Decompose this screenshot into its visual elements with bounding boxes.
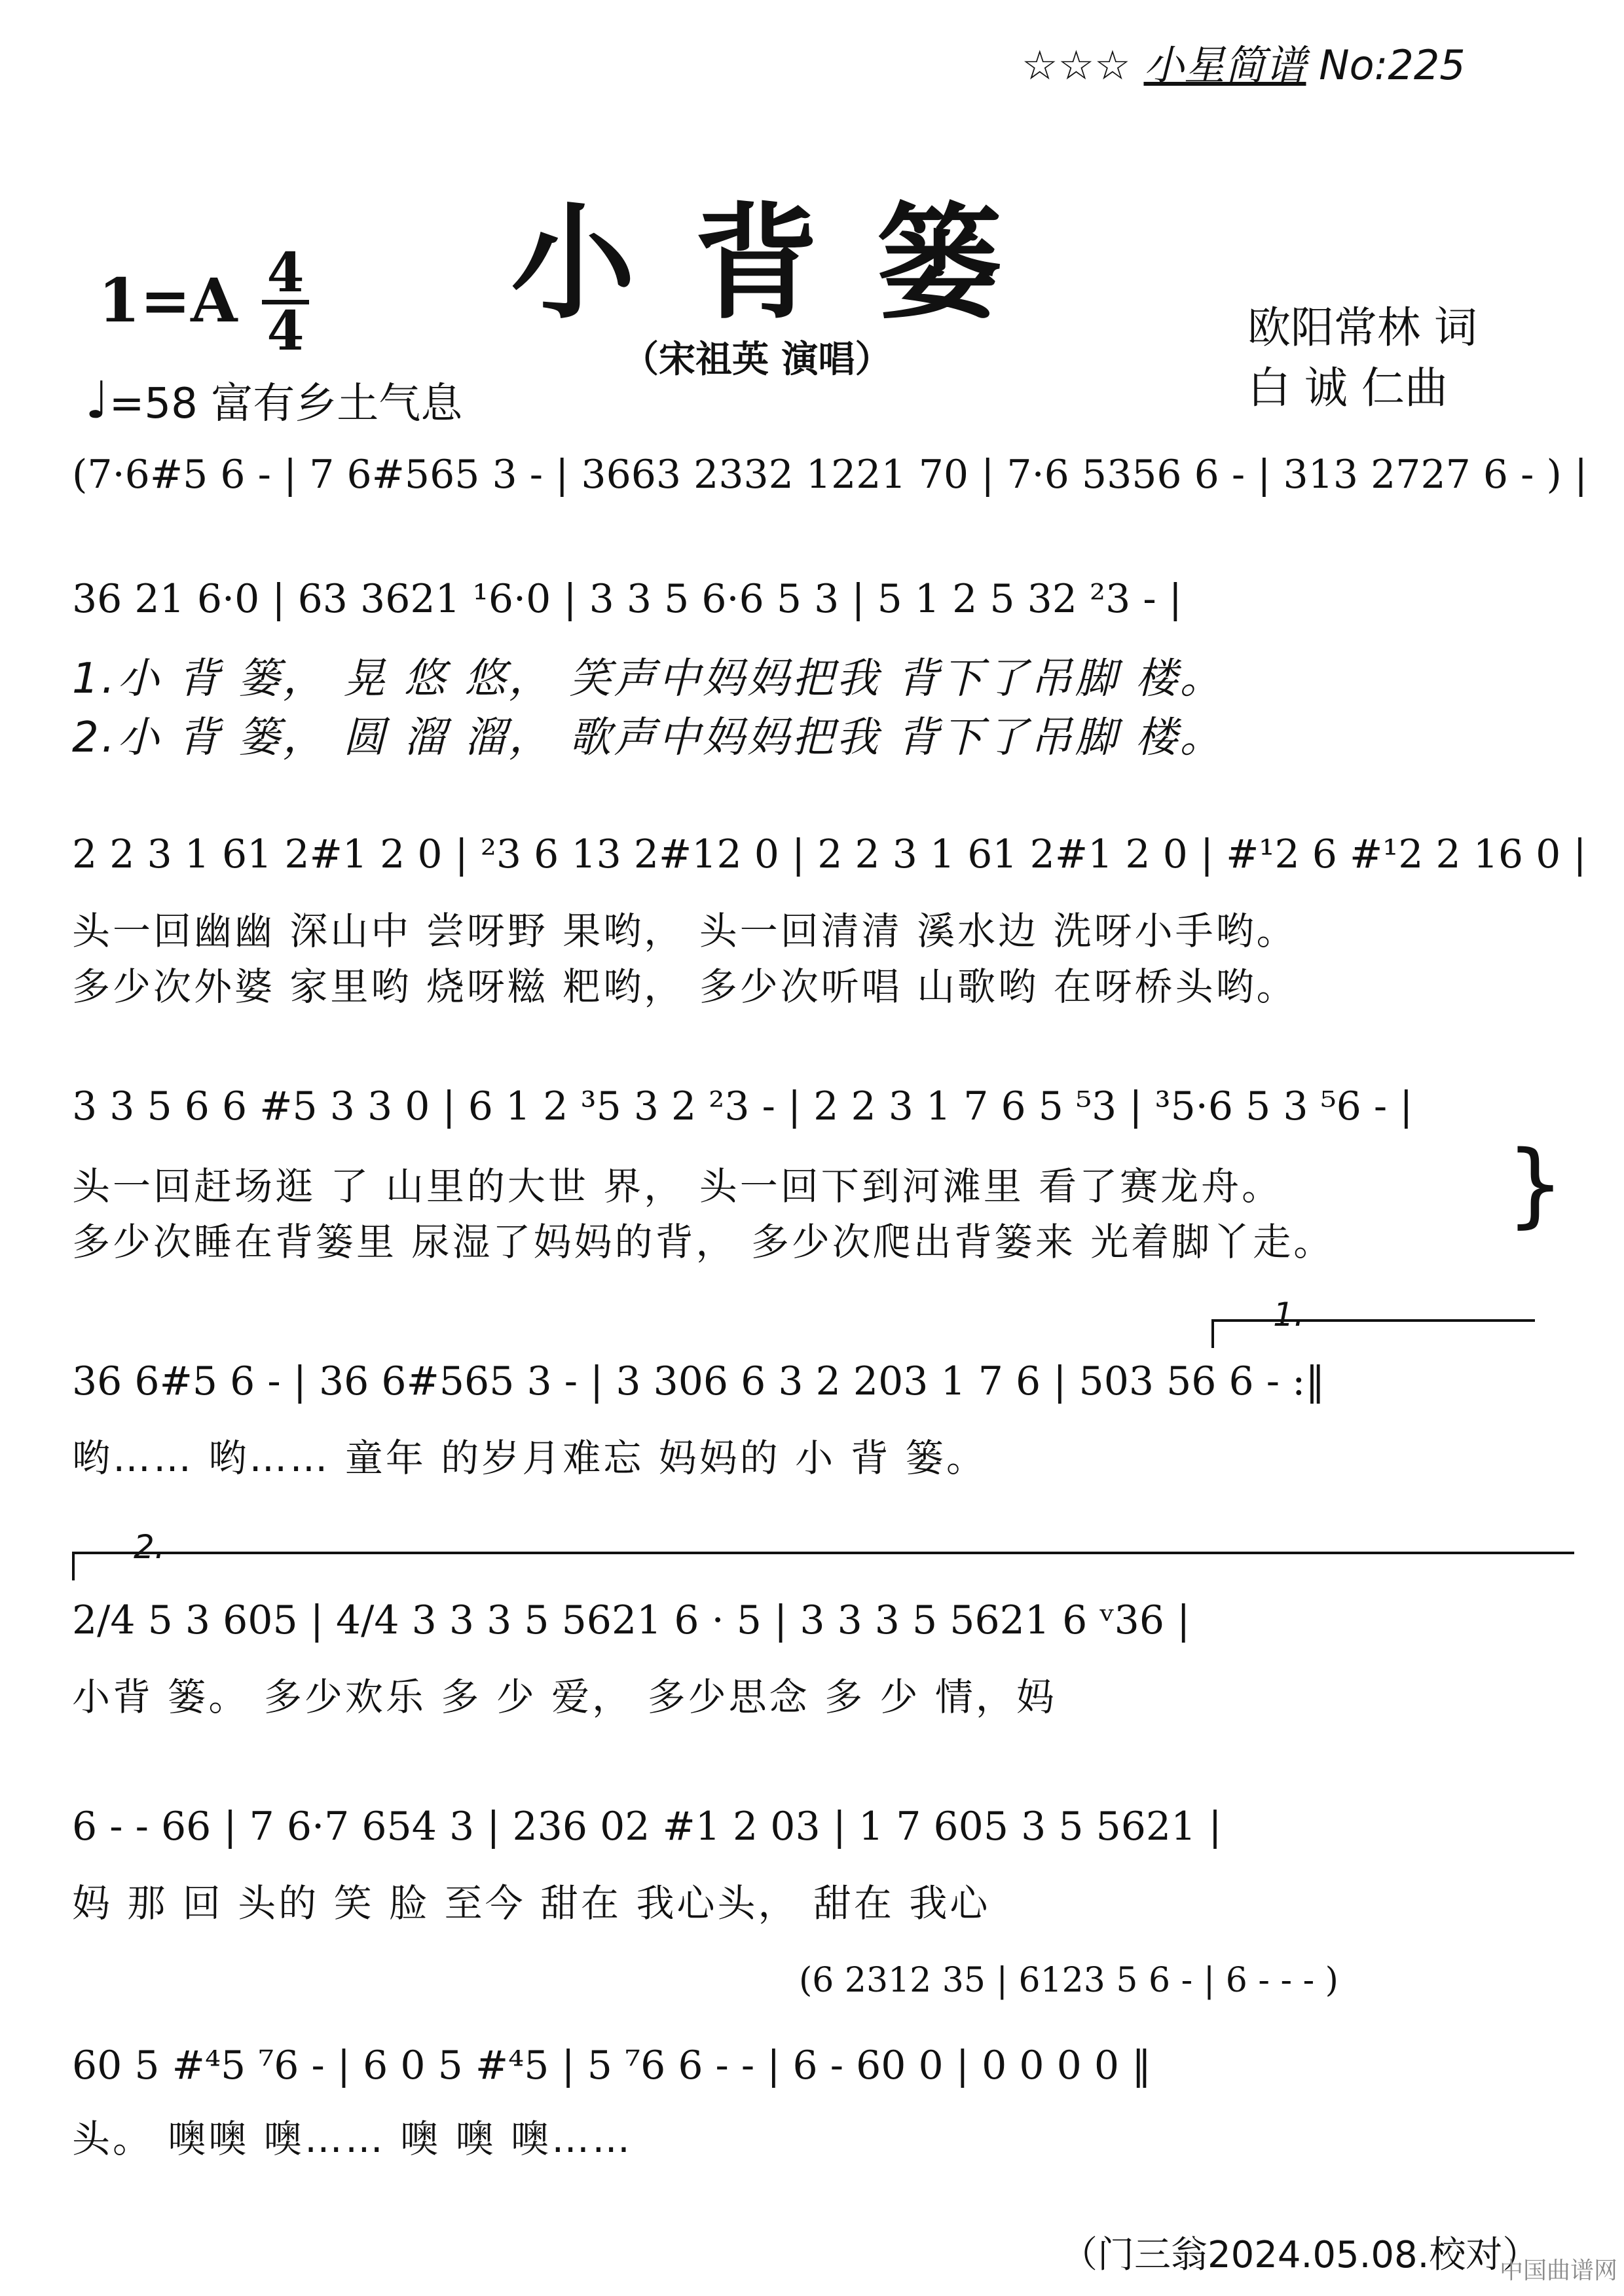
lyric-line-3-1: 头一回幽幽 深山中 尝呀野 果哟， 头一回清清 溪水边 洗呀小手哟。: [72, 909, 1297, 953]
lyric-line-4-1: 头一回赶场逛 了 山里的大世 界， 头一回下到河滩里 看了赛龙舟。: [72, 1164, 1283, 1209]
volta-bracket-1: [1211, 1296, 1535, 1348]
lyric-line-4-2: 多少次睡在背篓里 尿湿了妈妈的背， 多少次爬出背篓来 光着脚丫走。: [72, 1220, 1335, 1264]
site-logo: 中国曲谱网: [1500, 2257, 1618, 2284]
lyric-line-6-1: 小背 篓。 多少欢乐 多 少 爱， 多少思念 多 少 情，妈: [72, 1675, 1057, 1719]
time-signature-bottom: 4: [267, 300, 304, 363]
notation-system-6: 2/4 5 3 605 | 4/4 3 3 3 5 5621 6 · 5 | 3 3 3 5 5621 6 ᵛ36 |: [72, 1597, 1190, 1643]
mood-marking: 富有乡土气息: [211, 380, 463, 428]
lyric-line-2-1: 1.小 背 篓， 晃 悠 悠， 笑声中妈妈把我 背下了吊脚 楼。: [72, 655, 1225, 703]
source-name: 小星简谱: [1143, 41, 1306, 89]
song-title: 小背篓: [511, 190, 1061, 336]
time-signature-top: 4: [267, 242, 304, 304]
source-number: No:225: [1319, 41, 1466, 89]
tempo-marking: [85, 370, 462, 430]
quarter-note-icon: ♩: [85, 371, 109, 430]
volta-bracket-2: [72, 1528, 1574, 1580]
credits: [1247, 298, 1477, 418]
volta-label-1: 1.: [1273, 1296, 1304, 1334]
notation-system-3: 2 2 3 1 61 2#1 2 0 | ²3 6 13 2#12 0 | 2 2 3 1 61 2#1 2 0 | #¹2 6 #¹2 2 16 0 |: [72, 831, 1587, 877]
source-label: [1022, 33, 1466, 91]
notation-system-8-upper: (6 2312 35 | 6123 5 6 - | 6 - - - ): [799, 1961, 1338, 2000]
lyric-line-2-2: 2.小 背 篓， 圆 溜 溜， 歌声中妈妈把我 背下了吊脚 楼。: [72, 714, 1225, 762]
verse-brace-icon: }: [1506, 1131, 1565, 1238]
notation-system-4: 3 3 5 6 6 #5 3 3 0 | 6 1 2 ³5 3 2 ²3 - | 2 2 3 1 7 6 5 ⁵3 | ³5·6 5 3 ⁵6 - |: [72, 1084, 1413, 1129]
source-stars: ☆☆☆: [1022, 41, 1131, 89]
volta-label-2: 2.: [134, 1528, 165, 1566]
lyric-line-7-1: 妈 那 回 头的 笑 脸 至今 甜在 我心头， 甜在 我心: [72, 1881, 991, 1925]
lyric-line-8-1: 头。 噢噢 噢…… 噢 噢 噢……: [72, 2117, 633, 2161]
composer: 白 诚 仁曲: [1247, 363, 1448, 413]
lyric-line-5-1: 哟…… 哟…… 童年 的岁月难忘 妈妈的 小 背 篓。: [72, 1436, 987, 1480]
tempo-value: =58: [109, 380, 198, 428]
notation-system-8: 60 5 #⁴5 ⁷6 - | 6 0 5 #⁴5 | 5 ⁷6 6 - - | 6 - 60 0 | 0 0 0 0 ‖: [72, 2043, 1152, 2088]
singer-credit: （宋祖英 演唱）: [622, 338, 892, 381]
lyricist: 欧阳常林 词: [1247, 302, 1477, 353]
key-signature: 1=A: [98, 265, 238, 336]
notation-system-5: 36 6#5 6 - | 36 6#565 3 - | 3 306 6 3 2 203 1 7 6 | 503 56 6 - :‖: [72, 1358, 1325, 1404]
notation-system-1: (7·6#5 6 - | 7 6#565 3 - | 3663 2332 1221 70 | 7·6 5356 6 - | 313 2727 6 - ) |: [72, 452, 1588, 498]
notation-system-2: 36 21 6·0 | 63 3621 ¹6·0 | 3 3 5 6·6 5 3 | 5 1 2 5 32 ²3 - |: [72, 576, 1182, 622]
notation-system-7: 6 - - 66 | 7 6·7 654 3 | 236 02 #1 2 03 | 1 7 605 3 5 5621 |: [72, 1804, 1222, 1850]
lyric-line-3-2: 多少次外婆 家里哟 烧呀糍 粑哟， 多少次听唱 山歌哟 在呀桥头哟。: [72, 964, 1297, 1009]
proofread-note: （门三翁2024.05.08.校对）: [1061, 2234, 1540, 2276]
time-signature: [262, 242, 309, 363]
